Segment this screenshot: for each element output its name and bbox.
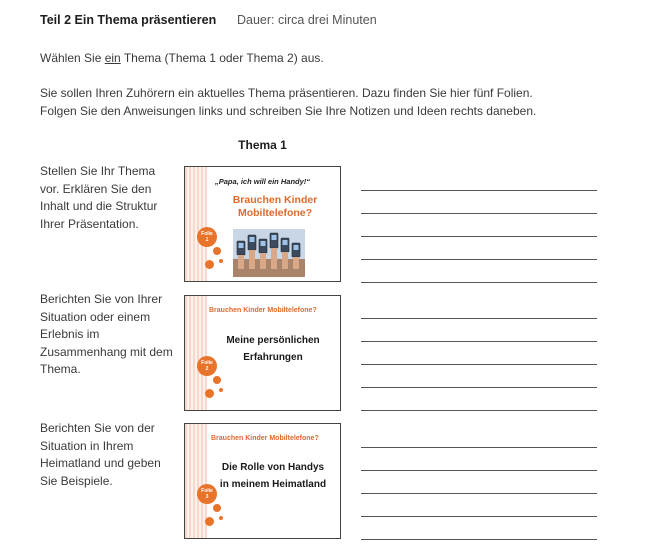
decor-dot [219,516,223,520]
note-line[interactable] [361,493,597,494]
instruction-2: Berichten Sie von Ihrer Situation oder einem Erlebnis im Zusammenhang mit dem Thema. [40,292,173,377]
choose-instruction: Wählen Sie ein Thema (Thema 1 oder Thema 2) aus. [40,51,324,65]
note-line[interactable] [361,282,597,283]
slide-title: Brauchen Kinder Mobiltelefone? [232,194,318,219]
slide-3 [184,423,341,539]
underlined-word: ein [104,51,121,65]
note-line[interactable] [361,236,597,237]
slide-stripe [185,167,207,281]
slide-quote: „Papa, ich will ein Handy!“ [215,177,311,186]
note-line[interactable] [361,387,597,388]
folie-badge: Folie 2 [197,356,217,376]
decor-dot [205,517,214,526]
decor-dot [219,388,223,392]
note-line[interactable] [361,447,597,448]
note-line[interactable] [361,410,597,411]
note-line[interactable] [361,341,597,342]
note-line[interactable] [361,539,597,540]
slide-1 [184,166,341,282]
slide-body: Die Rolle von Handys in meinem Heimatland [219,462,327,490]
decor-dot [213,247,221,255]
instruction-1: Stellen Sie Ihr Thema vor. Erklären Sie den Inhalt und die Struktur Ihrer Präsentation. [40,164,158,231]
decor-dot [205,260,214,269]
slide-body: Meine persönlichen Erfahrungen [226,335,320,363]
folie-badge: Folie 1 [197,227,217,247]
thema-heading: Thema 1 [238,138,287,152]
slide-title: Brauchen Kinder Mobiltelefone? [211,435,319,442]
note-line[interactable] [361,470,597,471]
note-line[interactable] [361,364,597,365]
note-line[interactable] [361,318,597,319]
decor-dot [213,504,221,512]
section-title: Teil 2 Ein Thema präsentieren [40,13,217,27]
folie-badge: Folie 3 [197,484,217,504]
note-line[interactable] [361,213,597,214]
decor-dot [213,376,221,384]
slide-stripe [185,424,207,538]
instruction-3: Berichten Sie von der Situation in Ihrem Heimatland und geben Sie Beispiele. [40,421,161,488]
phones-photo-icon [233,229,305,277]
slide-2 [184,295,341,411]
intro-line-1: Sie sollen Ihren Zuhörern ein aktuelles Thema präsentieren. Dazu finden Sie hier fünf Folien. [40,86,533,100]
note-line[interactable] [361,259,597,260]
slide-title: Brauchen Kinder Mobiltelefone? [209,307,317,314]
decor-dot [219,259,223,263]
note-line[interactable] [361,190,597,191]
intro-line-2: Folgen Sie den Anweisungen links und schreiben Sie Ihre Notizen und Ideen rechts daneben. [40,104,537,118]
duration-label: Dauer: circa drei Minuten [237,13,377,27]
decor-dot [205,389,214,398]
slide-stripe [185,296,207,410]
note-line[interactable] [361,516,597,517]
